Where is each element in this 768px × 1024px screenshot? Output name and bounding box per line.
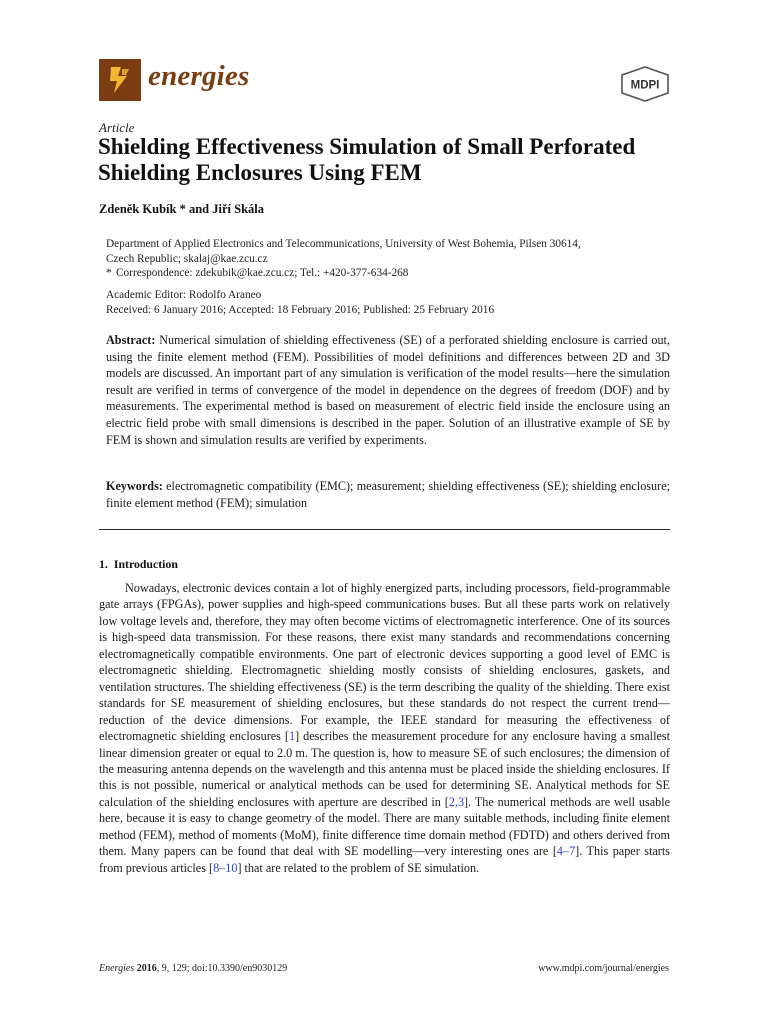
- correspondence-text: Correspondence: zdekubik@kae.zcu.cz; Tel.: +420-377-634-268: [116, 267, 409, 279]
- text-run: ]. The numerical methods are well usable here, because it is easy to change geometry of the model. There are many suitable methods, including finite element method (FEM), method of moments (MoM), finite difference time domain method (FDTD) and others derived from them. Many papers can be found that deal with SE modelling—very interesting ones are [: [99, 794, 670, 859]
- footer-url[interactable]: www.mdpi.com/journal/energies: [538, 963, 669, 974]
- affiliation-line: Czech Republic; skalaj@kae.zcu.cz: [106, 252, 268, 265]
- section-title: Introduction: [113, 557, 178, 571]
- keywords: [106, 478, 670, 511]
- journal-name: energies: [148, 60, 250, 92]
- asterisk-mark: *: [106, 267, 112, 279]
- publication-info: [106, 288, 671, 317]
- svg-text:MDPI: MDPI: [630, 79, 660, 92]
- citation-link[interactable]: 2,3: [448, 794, 465, 809]
- academic-editor: Academic Editor: Rodolfo Araneo: [106, 289, 262, 301]
- author-list: Zdeněk Kubík * and Jiří Skála: [99, 202, 264, 216]
- section-number: 1.: [99, 557, 108, 571]
- affiliation-line: Department of Applied Electronics and Telecommunications, University of West Bohemia, Pilsen 30614,: [106, 238, 581, 250]
- citation-link[interactable]: 8–10: [213, 860, 238, 875]
- footer-citation: [99, 963, 287, 974]
- abstract-text: Numerical simulation of shielding effectiveness (SE) of a perforated shielding enclosure is carried out, using the finite element method (FEM). Possibilities of model definitions and differences between 2D and 3D models are discussed. An important part of any simulation is verification of the model results—here the simulation result are verified in terms of convergence of the model in dependence on the degrees of freedom (DOF) and by measurements. The experimental method is based on measurement of electric field inside the enclosure using an electric field probe with small dimensions is described in the paper. Solution of an illustrative example of SE by FEM is shown and simulation results are verified by experiments.: [106, 333, 670, 447]
- article-type: Article: [99, 120, 135, 135]
- mdpi-logo: [620, 66, 670, 102]
- correspondence-line: [106, 266, 671, 281]
- journal-logo: [99, 59, 141, 101]
- section-heading: [99, 557, 178, 572]
- abstract: [106, 332, 670, 448]
- footer-doi: , 9, 129; doi:10.3390/en9030129: [156, 963, 288, 974]
- text-run: ] describes the measurement procedure for any enclosure having a smallest linear dimension greater or equal to 2.0 m. The question is, how to measure SE of such enclosures; the dimension of the measuring antenna depends on the wavelength and this antenna must be placed inside the shielding enclosures. If this is not possible, numerical or analytical methods can be used for determining SE. Analytical methods for SE calculation of the shielding enclosures with aperture are described in [: [99, 729, 670, 809]
- keywords-label: Keywords:: [106, 479, 163, 493]
- affiliation-block: [106, 237, 671, 281]
- keywords-text: electromagnetic compatibility (EMC); measurement; shielding effectiveness (SE); shielding enclosure; finite element method (FEM); simulation: [106, 479, 670, 510]
- intro-paragraph: [99, 580, 670, 876]
- citation-link[interactable]: 1: [288, 729, 296, 744]
- text-run: ] that are related to the problem of SE simulation.: [237, 860, 480, 875]
- citation-link[interactable]: 4–7: [556, 844, 576, 859]
- text-run: ]. This paper starts from previous articles [: [99, 844, 670, 875]
- footer-journal: Energies: [99, 963, 135, 974]
- text-run: Nowadays, electronic devices contain a lot of highly energized parts, including processors, field-programmable gate arrays (FPGAs), power supplies and high-speed communications buses. But all these parts work on relatively low voltage levels and, therefore, they may often become victims of electromagnetic interference. One of its sources is high-speed data transmission. For these reasons, there exist many standards and recommendations concerning electromagnetically compatible environments. One part of electronic devices supporting a good level of EMC is electromagnetic shielding. Electromagnetic shielding mostly consists of shielding enclosures, gaskets, and ventilation structures. The shielding effectiveness (SE) is the term describing the quality of the shielding. There exist standards for SE measurement of shielding enclosures, but these standards do not respect the current trend—reduction of the device dimensions. For example, the IEEE standard for measuring the effectiveness of electromagnetic shielding enclosures [: [99, 581, 670, 744]
- footer-year: 2016: [136, 963, 157, 974]
- publication-dates: Received: 6 January 2016; Accepted: 18 February 2016; Published: 25 February 2016: [106, 303, 495, 316]
- section-divider: [99, 529, 670, 530]
- lightning-bolt-icon: [107, 65, 133, 95]
- paper-title: Shielding Effectiveness Simulation of Small Perforated Shielding Enclosures Using FEM: [98, 134, 636, 185]
- abstract-label: Abstract:: [106, 333, 156, 347]
